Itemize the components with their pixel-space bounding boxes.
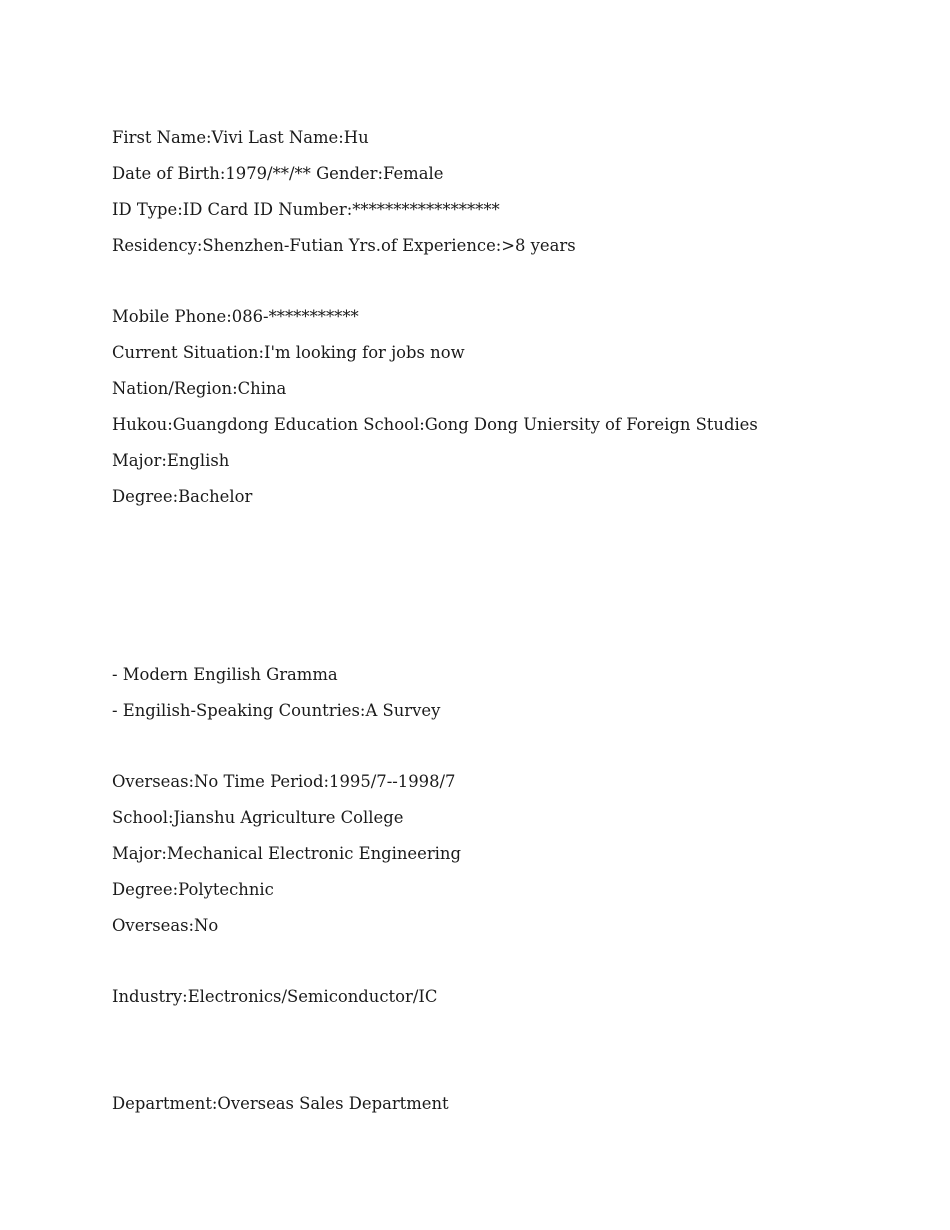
birth-gender-line: Date of Birth:1979/**/** Gender:Female bbox=[112, 164, 444, 183]
major-line: Major:English bbox=[112, 451, 230, 470]
degree-line: Degree:Bachelor bbox=[112, 487, 253, 506]
major-line: Major:Mechanical Electronic Engineering bbox=[112, 844, 461, 863]
current-situation-line: Current Situation:I'm looking for jobs now bbox=[112, 343, 465, 362]
hukou-education-line: Hukou:Guangdong Education School:Gong Dong Uniersity of Foreign Studies bbox=[112, 415, 758, 434]
degree-line: Degree:Polytechnic bbox=[112, 880, 274, 899]
name-line: First Name:Vivi Last Name:Hu bbox=[112, 128, 369, 147]
course-item: - Modern Engilish Gramma bbox=[112, 665, 338, 684]
school-line: School:Jianshu Agriculture College bbox=[112, 808, 404, 827]
industry-line: Industry:Electronics/Semiconductor/IC bbox=[112, 987, 438, 1006]
course-item: - Engilish-Speaking Countries:A Survey bbox=[112, 701, 441, 720]
id-line: ID Type:ID Card ID Number:****************** bbox=[112, 200, 500, 219]
overseas-line: Overseas:No bbox=[112, 916, 219, 935]
mobile-phone-line: Mobile Phone:086-*********** bbox=[112, 307, 359, 326]
overseas-period-line: Overseas:No Time Period:1995/7--1998/7 bbox=[112, 772, 456, 791]
nation-region-line: Nation/Region:China bbox=[112, 379, 287, 398]
department-line: Department:Overseas Sales Department bbox=[112, 1094, 449, 1113]
residency-line: Residency:Shenzhen-Futian Yrs.of Experience:>8 years bbox=[112, 236, 576, 255]
